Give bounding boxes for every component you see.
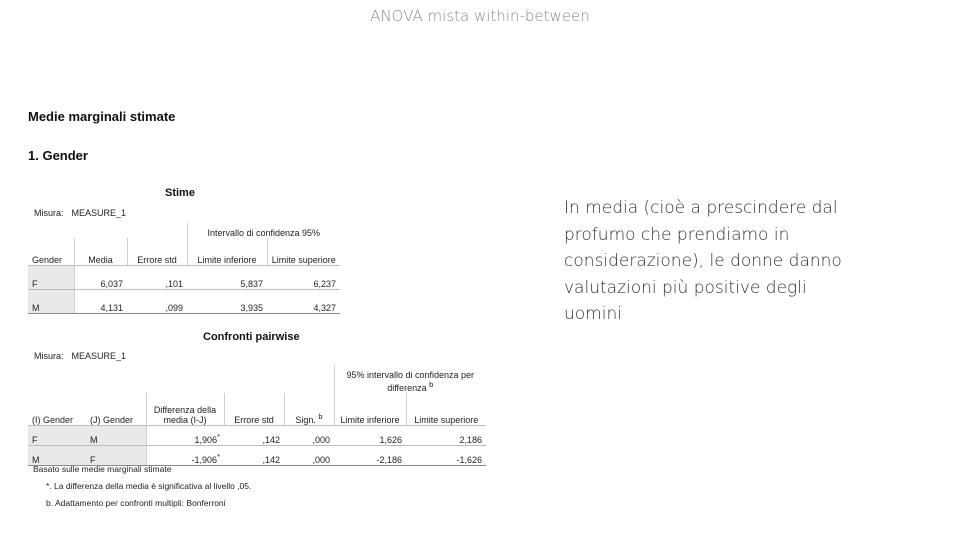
stime-table-title: Stime <box>165 187 195 199</box>
pairwise-col-sign-text: Sign. <box>295 414 316 425</box>
pairwise-col-diff: Differenza della media (I-J) <box>146 393 224 425</box>
pairwise-row-j: F <box>86 445 146 465</box>
stime-col-gender: Gender <box>28 238 74 265</box>
pairwise-col-upper: Limite superiore <box>406 393 486 425</box>
pairwise-table <box>28 365 486 466</box>
stime-row-lower: 3,935 <box>187 289 267 313</box>
stime-ci-group-header: Intervallo di confidenza 95% <box>187 223 340 238</box>
pairwise-row-upper: -1,626 <box>406 445 486 465</box>
pairwise-row-diff-sup: * <box>217 451 220 461</box>
explanation-text: In media (cioè a prescindere dal profumo che prendiamo in considerazione), le donne danno valutazioni più positive degli uomini <box>564 198 842 324</box>
pairwise-row-diff <box>146 425 224 445</box>
footnote-basis: Basato sulle medie marginali stimate <box>33 464 172 474</box>
stime-row-media: 4,131 <box>74 289 127 313</box>
stime-row-lower: 5,837 <box>187 265 267 289</box>
pairwise-row-diff <box>146 445 224 465</box>
stime-col-errore: Errore std <box>127 238 187 265</box>
pairwise-misura-value: MEASURE_1 <box>71 351 127 361</box>
section-heading: Medie marginali stimate <box>28 109 176 124</box>
pairwise-row-j: M <box>86 425 146 445</box>
stime-col-lower: Limite inferiore <box>187 238 267 265</box>
pairwise-misura-label: Misura: <box>34 351 64 361</box>
stime-row-errore: ,101 <box>127 265 187 289</box>
pairwise-col-lower: Limite inferiore <box>334 393 406 425</box>
stime-row-media: 6,037 <box>74 265 127 289</box>
stime-row-gender: M <box>28 289 74 313</box>
stime-row-upper: 6,237 <box>267 265 340 289</box>
pairwise-col-j-gender: (J) Gender <box>86 393 146 425</box>
footnote-significance: *. La differenza della media è significativa al livello ,05. <box>46 481 252 491</box>
pairwise-row-errore: ,142 <box>224 425 284 445</box>
slide-title: ANOVA mista within-between <box>370 7 590 25</box>
pairwise-row-lower: -2,186 <box>334 445 406 465</box>
pairwise-ci-group-text: 95% intervallo di confidenza per differenza <box>346 370 475 393</box>
stime-table <box>28 223 340 314</box>
stime-row-upper: 4,327 <box>267 289 340 313</box>
table-row <box>28 445 486 465</box>
stime-row-errore: ,099 <box>127 289 187 313</box>
stime-col-media: Media <box>74 238 127 265</box>
stime-row-gender: F <box>28 265 74 289</box>
pairwise-row-diff-value: -1,906 <box>191 454 218 465</box>
pairwise-row-diff-sup: * <box>217 431 220 441</box>
table-row <box>28 265 340 289</box>
pairwise-col-i-gender: (I) Gender <box>28 393 86 425</box>
pairwise-misura <box>34 351 126 361</box>
pairwise-row-errore: ,142 <box>224 445 284 465</box>
pairwise-table-title: Confronti pairwise <box>203 331 300 343</box>
pairwise-col-errore: Errore std <box>224 393 284 425</box>
stime-col-upper: Limite superiore <box>267 238 340 265</box>
pairwise-row-sign: ,000 <box>284 425 334 445</box>
pairwise-row-i: F <box>28 425 86 445</box>
stime-misura-value: MEASURE_1 <box>71 208 127 218</box>
pairwise-row-diff-value: 1,906 <box>194 434 218 445</box>
pairwise-col-sign <box>284 393 334 425</box>
table-row <box>28 289 340 313</box>
pairwise-row-sign: ,000 <box>284 445 334 465</box>
pairwise-col-sign-sup: b <box>318 411 323 421</box>
pairwise-row-lower: 1,626 <box>334 425 406 445</box>
stime-misura <box>34 208 126 218</box>
table-row <box>28 425 486 445</box>
pairwise-ci-group-header <box>334 365 486 393</box>
pairwise-ci-group-sup: b <box>429 380 434 389</box>
pairwise-row-upper: 2,186 <box>406 425 486 445</box>
stime-misura-label: Misura: <box>34 208 64 218</box>
pairwise-row-i: M <box>28 445 86 465</box>
footnote-bonferroni: b. Adattamento per confronti multipli: Bonferroni <box>46 498 226 508</box>
subsection-heading: 1. Gender <box>28 148 88 163</box>
